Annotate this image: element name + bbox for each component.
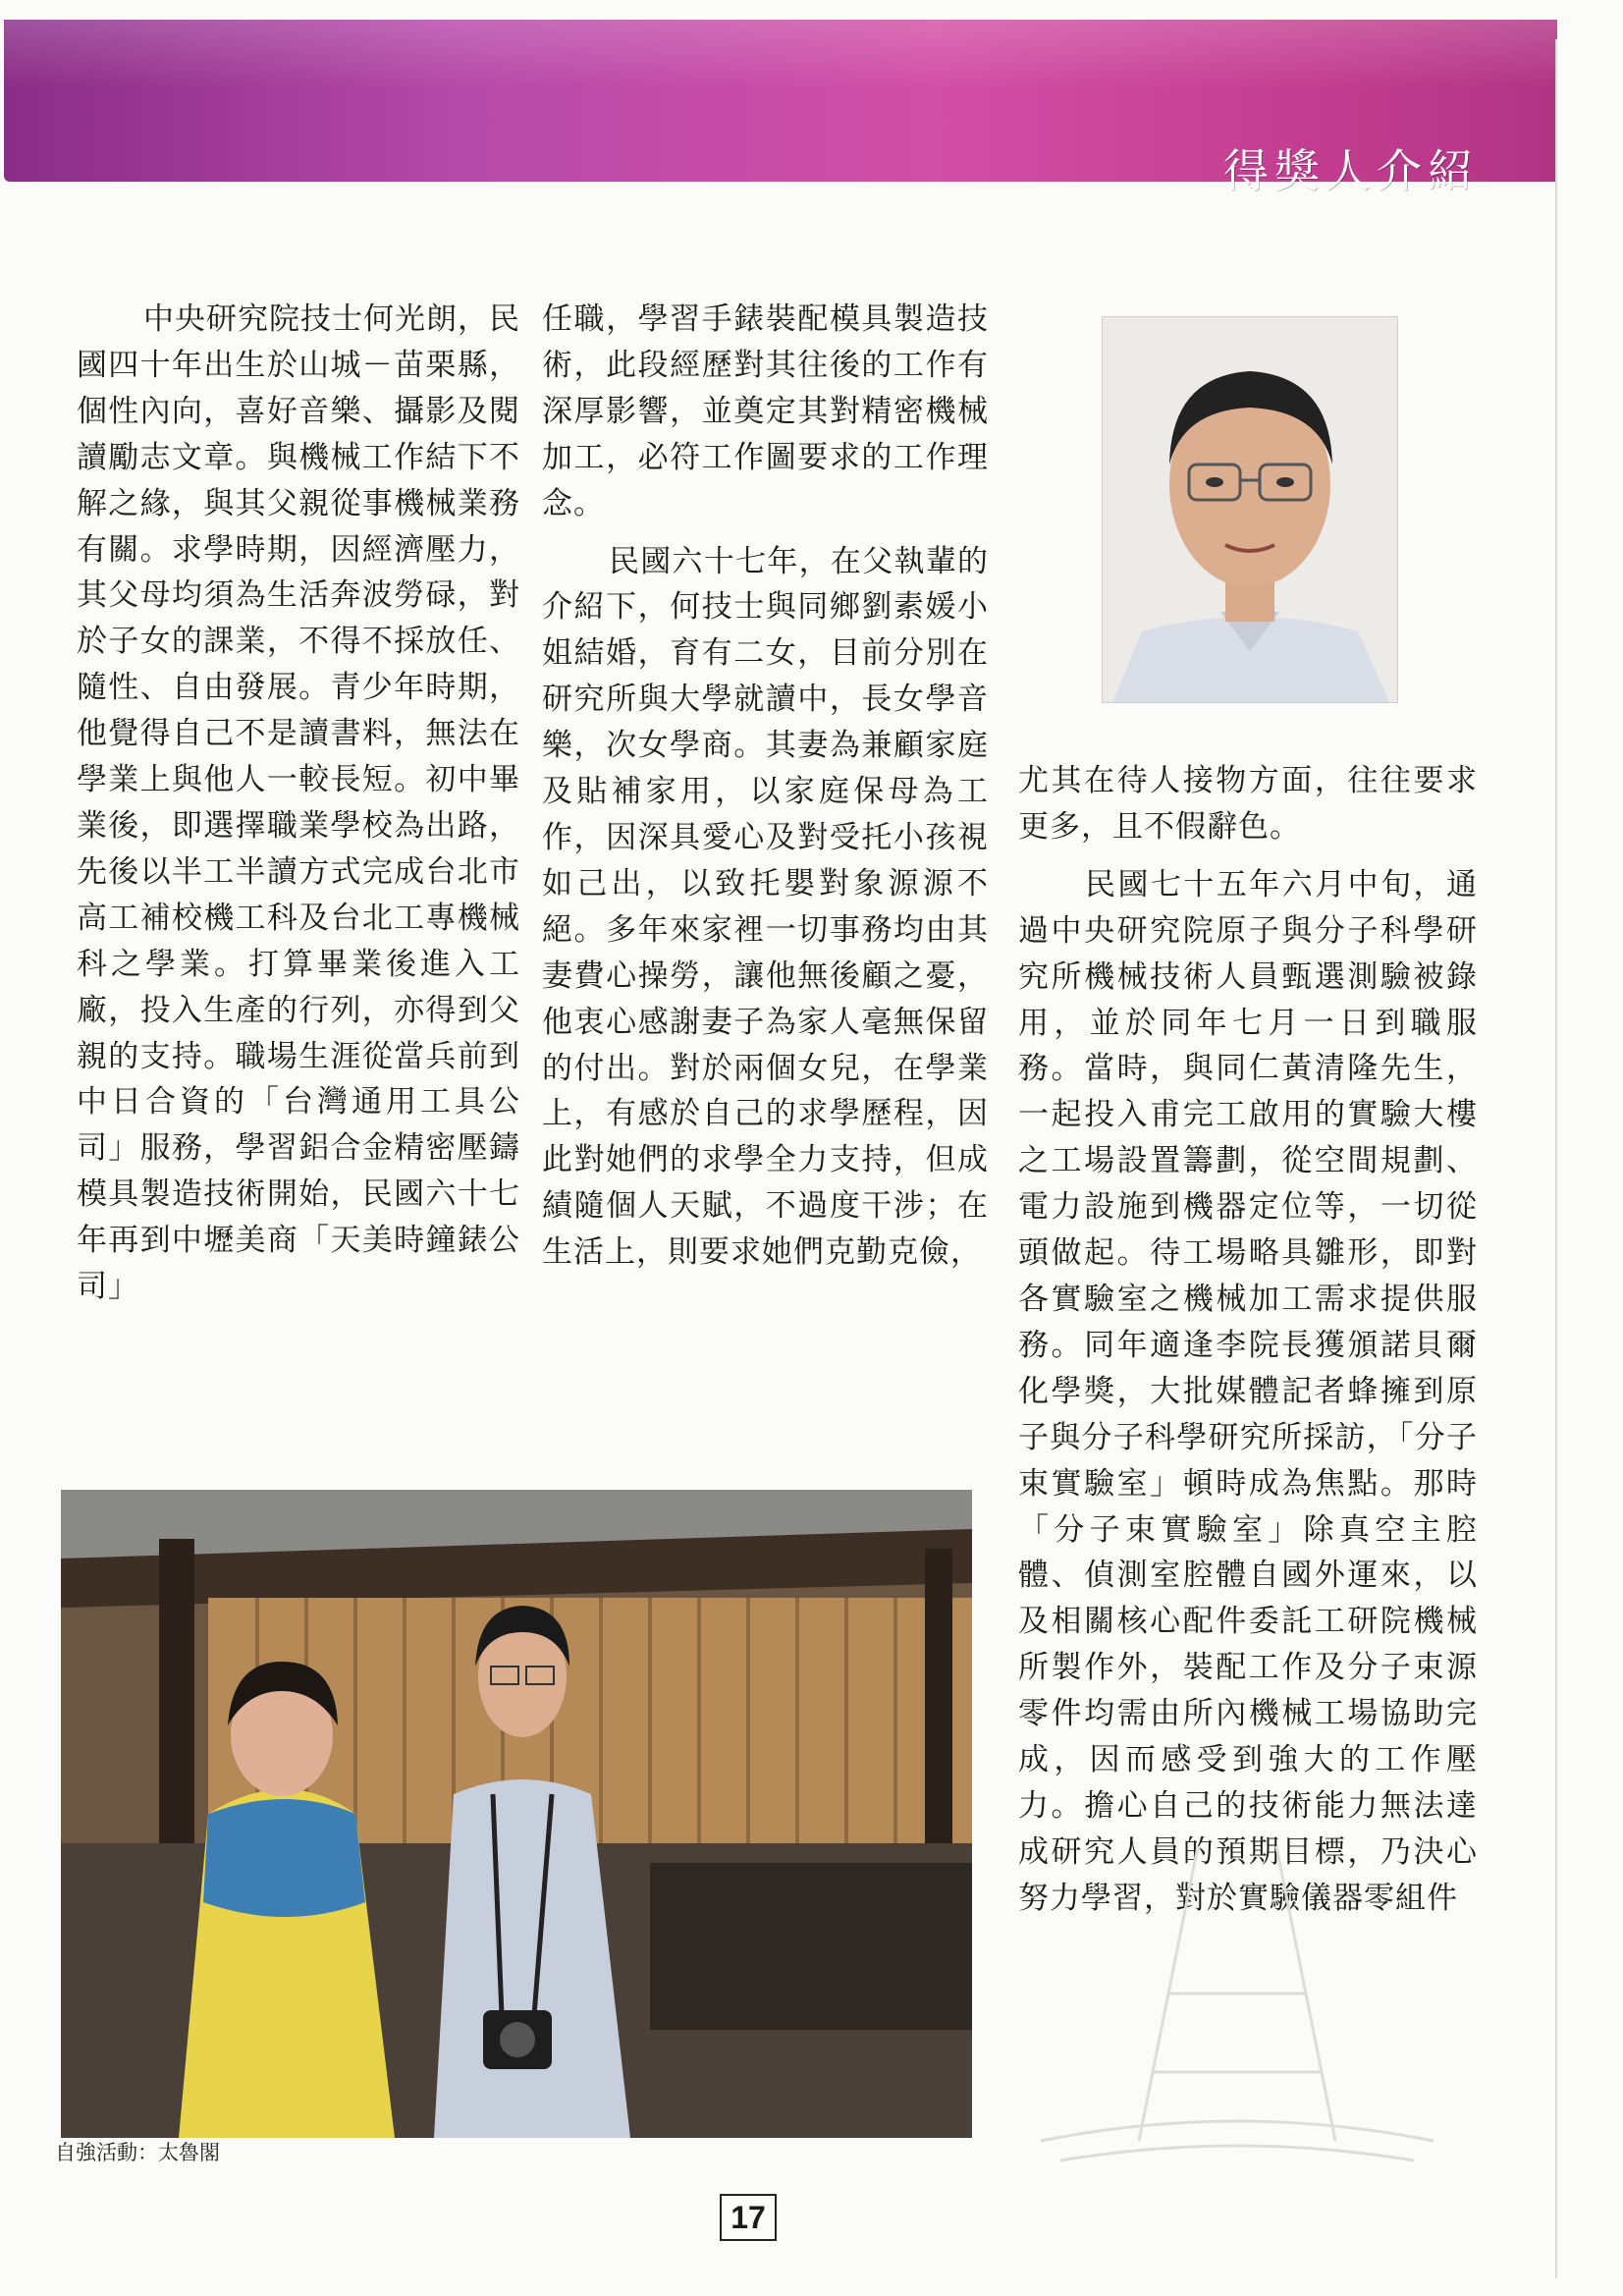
paragraph: 尤其在待人接物方面，往往要求更多，且不假辭色。 <box>1018 763 1478 845</box>
text-column-1 <box>77 297 520 1310</box>
paragraph: 中央研究院技士何光朗，民國四十年出生於山城－苗栗縣，個性內向，喜好音樂、攝影及閱讀勵志文章。與機械工作結下不解之緣，與其父親從事機械業務有關。求學時期，因經濟壓力，其父母均須為生活奔波勞碌，對於子女的課業，不得不採放任、隨性、自由發展。青少年時期，他覺得自己不是讀書料，無法在學業上與他人一較長短。初中畢業後，即選擇職業學校為出路，先後以半工半讀方式完成台北市高工補校機工科及台北工專機械科之學業。打算畢業後進入工廠，投入生產的行列，亦得到父親的支持。職場生涯從當兵前到中日合資的「台灣通用工具公司」服務，學習鋁合金精密壓鑄模具製造技術開始，民國六十七年再到中壢美商「天美時鐘錶公司」 <box>77 301 520 1305</box>
portrait-illustration <box>1103 317 1397 702</box>
group-photo <box>61 1490 972 2138</box>
banner-highlight <box>4 20 1557 88</box>
tower-watermark <box>1021 1846 1453 2170</box>
paragraph: 民國七十五年六月中旬，通過中央研究院原子與分子科學研究所機械技術人員甄選測驗被錄用，並於同年七月一日到職服務。當時，與同仁黃清隆先生，一起投入甫完工啟用的實驗大樓之工場設置籌劃，從空間規劃、電力設施到機器定位等，一切從頭做起。待工場略具雛形，即對各實驗室之機械加工需求提供服務。同年適逢李院長獲頒諾貝爾化學獎，大批媒體記者蜂擁到原子與分子科學研究所採訪，「分子束實驗室」頓時成為焦點。那時「分子束實驗室」除真空主腔體、偵測室腔體自國外運來，以及相關核心配件委託工研院機械所製作外，裝配工作及分子束源零件均需由所內機械工場協助完成，因而感受到強大的工作壓力。擔心自己的技術能力無法達成研究人員的預期目標，乃決心努力學習，對於實驗儀器零組件 <box>1018 866 1478 1916</box>
page-number: 17 <box>720 2194 777 2241</box>
paragraph: 任職，學習手錶裝配模具製造技術，此段經歷對其往後的工作有深厚影響，並奠定其對精密機械加工，必符工作圖要求的工作理念。 <box>542 301 989 521</box>
text-column-2 <box>542 297 989 1276</box>
section-title: 得獎人介紹 <box>1223 144 1479 197</box>
page-edge-line <box>1555 39 1557 2278</box>
photo-caption: 自強活動：太魯閣 <box>55 2141 220 2164</box>
group-photo-illustration <box>61 1490 972 2138</box>
paragraph: 民國六十七年，在父執輩的介紹下，何技士與同鄉劉素媛小姐結婚，育有二女，目前分別在研究所與大學就讀中，長女學音樂，次女學商。其妻為兼顧家庭及貼補家用，以家庭保母為工作，因深具愛心及對受托小孩視如己出，以致托嬰對象源源不絕。多年來家裡一切事務均由其妻費心操勞，讓他無後顧之憂，他衷心感謝妻子為家人毫無保留的付出。對於兩個女兒，在學業上，有感於自己的求學歷程，因此對她們的求學全力支持，但成績隨個人天賦，不過度干涉；在生活上，則要求她們克勤克儉， <box>542 543 989 1271</box>
header-banner <box>4 20 1557 197</box>
portrait-photo <box>1102 316 1398 703</box>
text-column-3 <box>1018 758 1478 1922</box>
